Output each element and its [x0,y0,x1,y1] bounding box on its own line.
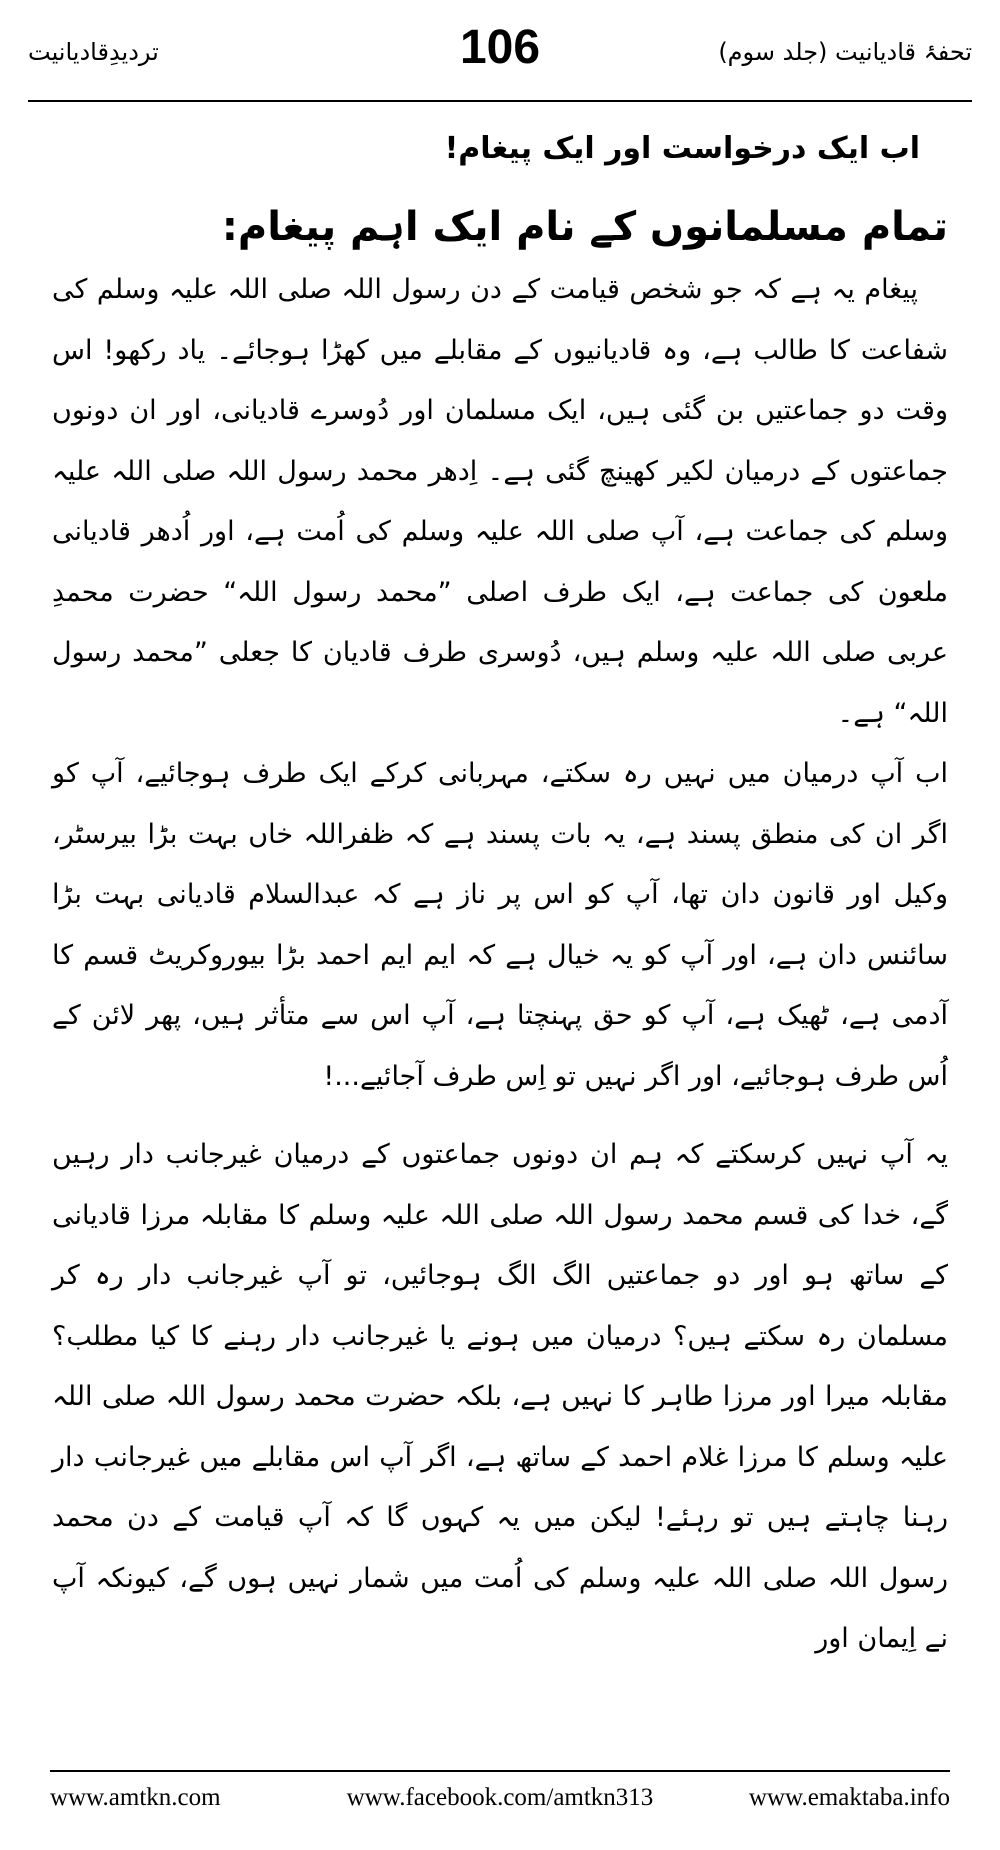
footer-link-facebook[interactable]: www.facebook.com/amtkn313 [346,1784,654,1811]
page-footer [50,1784,950,1824]
header-divider [28,100,972,102]
paragraph-1: پیغام یہ ہے کہ جو شخص قیامت کے دن رسول اللہ صلی اللہ علیہ وسلم کی شفاعت کا طالب ہے، وہ قادیانیوں کے مقابلے میں کھڑا ہوجائے۔ یاد رکھو! اس وقت دو جماعتیں بن گئی ہیں، ایک مسلمان اور دُوسرے قادیانی، اور ان دونوں جماعتوں کے درمیان لکیر کھینچ گئی ہے۔ اِدھر محمد رسول اللہ صلی اللہ علیہ وسلم کی جماعت ہے، آپ صلی اللہ علیہ وسلم کی اُمت ہے، اور اُدھر قادیانی ملعون کی جماعت ہے، ایک طرف اصلی ”محمد رسول اللہ“ حضرت محمدِ عربی صلی اللہ علیہ وسلم ہیں، دُوسری طرف قادیان کا جعلی ”محمد رسول اللہ“ ہے۔ [52,274,948,729]
paragraph-2: اب آپ درمیان میں نہیں رہ سکتے، مہربانی کرکے ایک طرف ہوجائیے، آپ کو اگر ان کی منطق پسند ہے، یہ بات پسند ہے کہ ظفراللہ خاں بہت بڑا بیرسٹر، وکیل اور قانون دان تھا، آپ کو اس پر ناز ہے کہ عبدالسلام قادیانی بہت بڑا سائنس دان ہے، اور آپ کو یہ خیال ہے کہ ایم ایم احمد بڑا بیوروکریٹ قسم کا آدمی ہے، ٹھیک ہے، آپ کو حق پہنچتا ہے، آپ اس سے متأثر ہیں، پھر لائن کے اُس طرف ہوجائیے، اور اگر نہیں تو اِس طرف آجائیے...! [52,758,948,1092]
footer-divider [50,1770,950,1772]
paragraph-3: یہ آپ نہیں کرسکتے کہ ہم ان دونوں جماعتوں کے درمیان غیرجانب دار رہیں گے، خدا کی قسم محمد رسول اللہ صلی اللہ علیہ وسلم کا مقابلہ مرزا قادیانی کے ساتھ ہو اور دو جماعتیں الگ الگ ہوجائیں، تو آپ غیرجانب دار رہ کر مسلمان رہ سکتے ہیں؟ درمیان میں ہونے یا غیرجانب دار رہنے کا کیا مطلب؟ مقابلہ میرا اور مرزا طاہر کا نہیں ہے، بلکہ حضرت محمد رسول اللہ صلی اللہ علیہ وسلم کا مرزا غلام احمد کے ساتھ ہے، اگر آپ اس مقابلے میں غیرجانب دار رہنا چاہتے ہیں تو رہئے! لیکن میں یہ کہوں گا کہ آپ قیامت کے دن محمد رسول اللہ صلی اللہ علیہ وسلم کی اُمت میں شمار نہیں ہوں گے، کیونکہ آپ نے اِیمان اور [52,1139,948,1654]
intro-heading: اب ایک درخواست اور ایک پیغام! [444,131,920,166]
page-body [52,118,948,1670]
footer-link-emaktaba[interactable]: www.emaktaba.info [748,1784,950,1811]
header-right-title: تحفۂ قادیانیت (جلد سوم) [718,38,972,66]
page-number: 106 [459,21,541,74]
header-left-title: تردیدِقادیانیت [28,38,159,66]
page-header [28,20,972,92]
main-heading: تمام مسلمانوں کے نام ایک اہم پیغام: [221,204,948,250]
footer-link-amtkn[interactable]: www.amtkn.com [50,1784,221,1811]
paragraph-gap [52,1107,948,1125]
